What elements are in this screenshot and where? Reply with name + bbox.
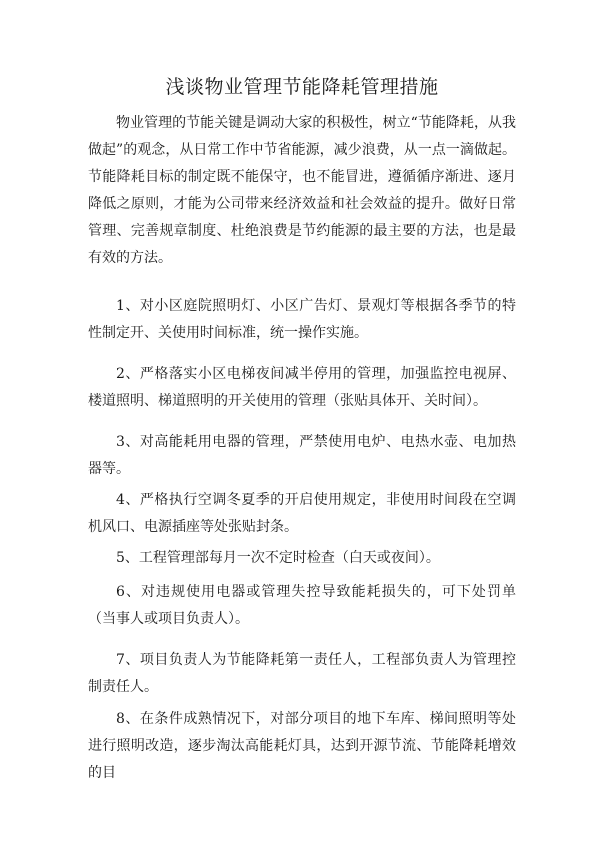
- measure-item-1: 1、对小区庭院照明灯、小区广告灯、景观灯等根据各季节的特性制定开、关使用时间标准，统一操作实施。: [88, 298, 516, 341]
- document-page: [88, 0, 516, 849]
- measure-item-5: 5、工程管理部每月一次不定时检查（白天或夜间）。: [116, 550, 440, 566]
- measure-item-6: 6、对违规使用电器或管理失控导致能耗损失的，可下处罚单（当事人或项目负责人）。: [88, 584, 516, 627]
- measure-item-2: 2、严格落实小区电梯夜间减半停用的管理，加强监控电视屏、楼道照明、梯道照明的开关使用的管理（张贴具体开、关时间）。: [88, 366, 516, 409]
- measure-item-7: 7、项目负责人为节能降耗第一责任人，工程部负责人为管理控制责任人。: [88, 652, 516, 695]
- document-title: 浅谈物业管理节能降耗管理措施: [165, 76, 439, 98]
- intro-paragraph: 物业管理的节能关键是调动大家的积极性，树立“节能降耗，从我做起”的观念，从日常工作中节省能源，减少浪费，从一点一滴做起。节能降耗目标的制定既不能保守，也不能冒进，遵循循序渐进、逐月降低之原则，才能为公司带来经济效益和社会效益的提升。做好日常管理、完善规章制度、杜绝浪费是节约能源的最主要的方法，也是最有效的方法。: [88, 115, 516, 266]
- measure-item-8: 8、在条件成熟情况下，对部分项目的地下车库、梯间照明等处进行照明改造，逐步淘汰高能耗灯具，达到开源节流、节能降耗增效的目: [88, 711, 516, 781]
- measure-item-3: 3、对高能耗用电器的管理，严禁使用电炉、电热水壶、电加热器等。: [88, 434, 516, 477]
- measure-item-4: 4、严格执行空调冬夏季的开启使用规定，非使用时间段在空调机风口、电源插座等处张贴封条。: [88, 492, 516, 535]
